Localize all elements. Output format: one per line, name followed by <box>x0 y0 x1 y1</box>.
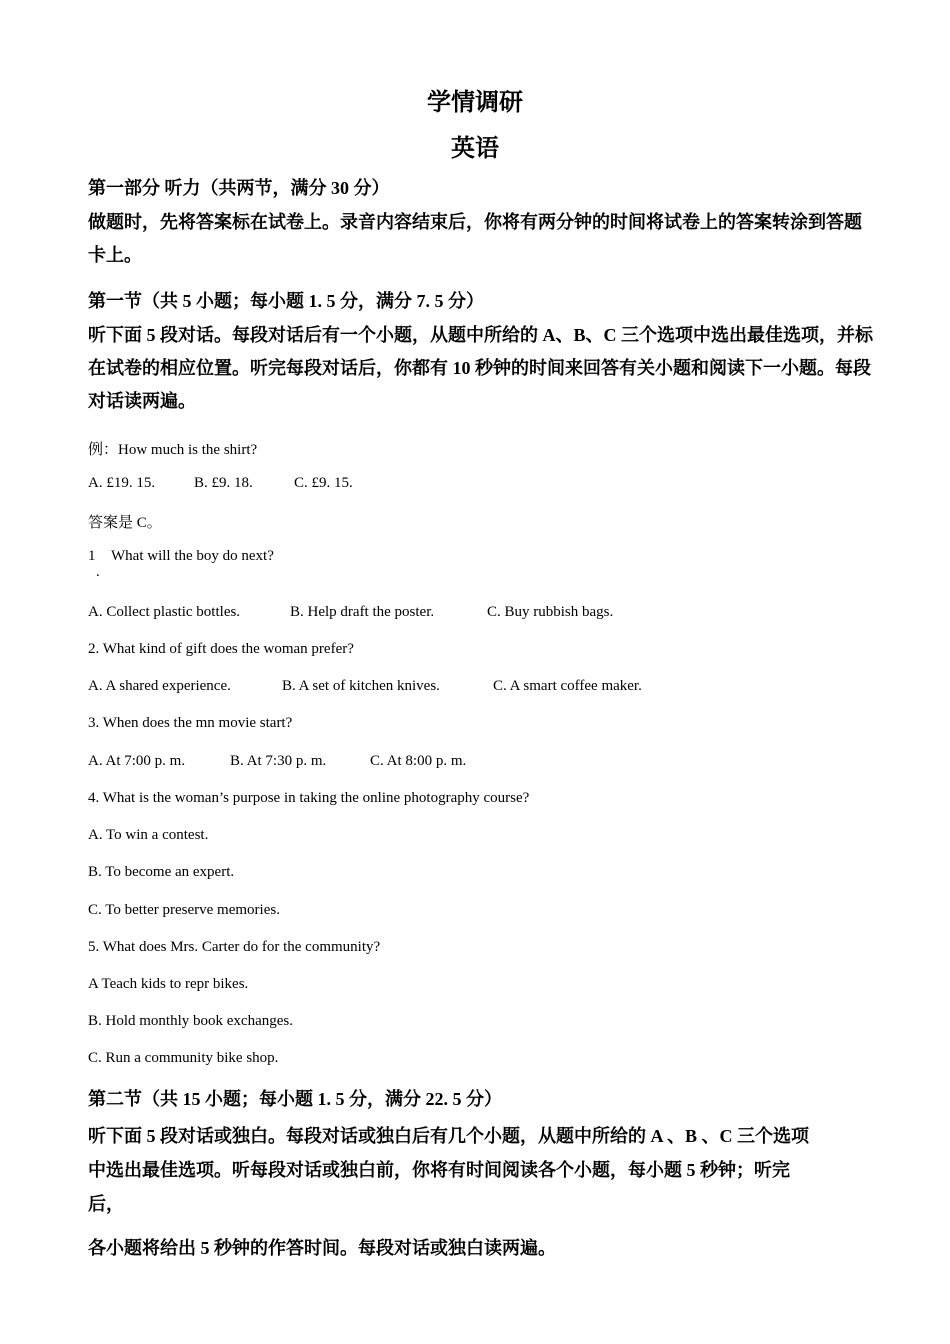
example-option-a: A. £19. 15. <box>88 475 156 491</box>
question-1-option-c: C. Buy rubbish bags. <box>487 604 614 620</box>
question-3-option-b: B. At 7:30 p. m. <box>230 753 327 769</box>
subject-title: 英语 <box>451 136 499 162</box>
question-2-option-c: C. A smart coffee maker. <box>493 678 642 694</box>
section1-instruction: 听下面 5 段对话。每段对话后有一个小题，从题中所给的 A、B、C 三个选项中选出最佳选项，并标在试卷的相应位置。听完每段对话后，你都有 10 秒钟的时间来回答有关小题和阅读下一小题。每段对话读两遍。 <box>88 325 873 411</box>
section2-instruction-line2: 中选出最佳选项。听每段对话或独白前，你将有时间阅读各个小题，每小题 5 秒钟；听完 <box>88 1160 790 1180</box>
question-4-text: 4. What is the woman’s purpose in taking the online photography course? <box>88 790 530 806</box>
question-2-option-b: B. A set of kitchen knives. <box>282 678 440 694</box>
example-answer: 答案是 C。 <box>88 515 162 531</box>
question-5-option-c: C. Run a community bike shop. <box>88 1050 279 1066</box>
section2-heading: 第二节（共 15 小题；每小题 1. 5 分，满分 22. 5 分） <box>88 1089 502 1109</box>
question-1-number: 1 <box>88 548 96 564</box>
example-question: 例：How much is the shirt? <box>88 442 258 458</box>
example-option-c: C. £9. 15. <box>294 475 353 491</box>
section2-instruction-line1: 听下面 5 段对话或独白。每段对话或独白后有几个小题，从题中所给的 A 、B 、C 三个选项 <box>88 1126 810 1146</box>
page-title: 学情调研 <box>427 90 523 116</box>
question-5-text: 5. What does Mrs. Carter do for the community? <box>88 939 381 955</box>
section2-instruction-line3: 后， <box>88 1194 124 1214</box>
question-1-dot: . <box>96 564 100 580</box>
question-4-option-c: C. To better preserve memories. <box>88 902 280 918</box>
question-4-option-b: B. To become an expert. <box>88 864 235 880</box>
question-5-option-b: B. Hold monthly book exchanges. <box>88 1013 293 1029</box>
question-1-option-a: A. Collect plastic bottles. <box>88 604 241 620</box>
example-option-b: B. £9. 18. <box>194 475 253 491</box>
part1-instruction: 做题时，先将答案标在试卷上。录音内容结束后，你将有两分钟的时间将试卷上的答案转涂到答题卡上。 <box>88 212 862 265</box>
question-5-option-a: A Teach kids to repr bikes. <box>88 976 249 992</box>
part1-heading: 第一部分 听力（共两节，满分 30 分） <box>88 178 390 198</box>
question-2-text: 2. What kind of gift does the woman prefer? <box>88 641 354 657</box>
question-3-text: 3. When does the mn movie start? <box>88 715 293 731</box>
question-1-option-b: B. Help draft the poster. <box>290 604 435 620</box>
section1-heading: 第一节（共 5 小题；每小题 1. 5 分，满分 7. 5 分） <box>88 291 484 311</box>
question-2-option-a: A. A shared experience. <box>88 678 231 694</box>
question-3-option-c: C. At 8:00 p. m. <box>370 753 467 769</box>
question-3-option-a: A. At 7:00 p. m. <box>88 753 186 769</box>
section2-instruction-line4: 各小题将给出 5 秒钟的作答时间。每段对话或独白读两遍。 <box>88 1238 556 1258</box>
question-4-option-a: A. To win a contest. <box>88 827 209 843</box>
question-1-text: What will the boy do next? <box>111 548 274 564</box>
